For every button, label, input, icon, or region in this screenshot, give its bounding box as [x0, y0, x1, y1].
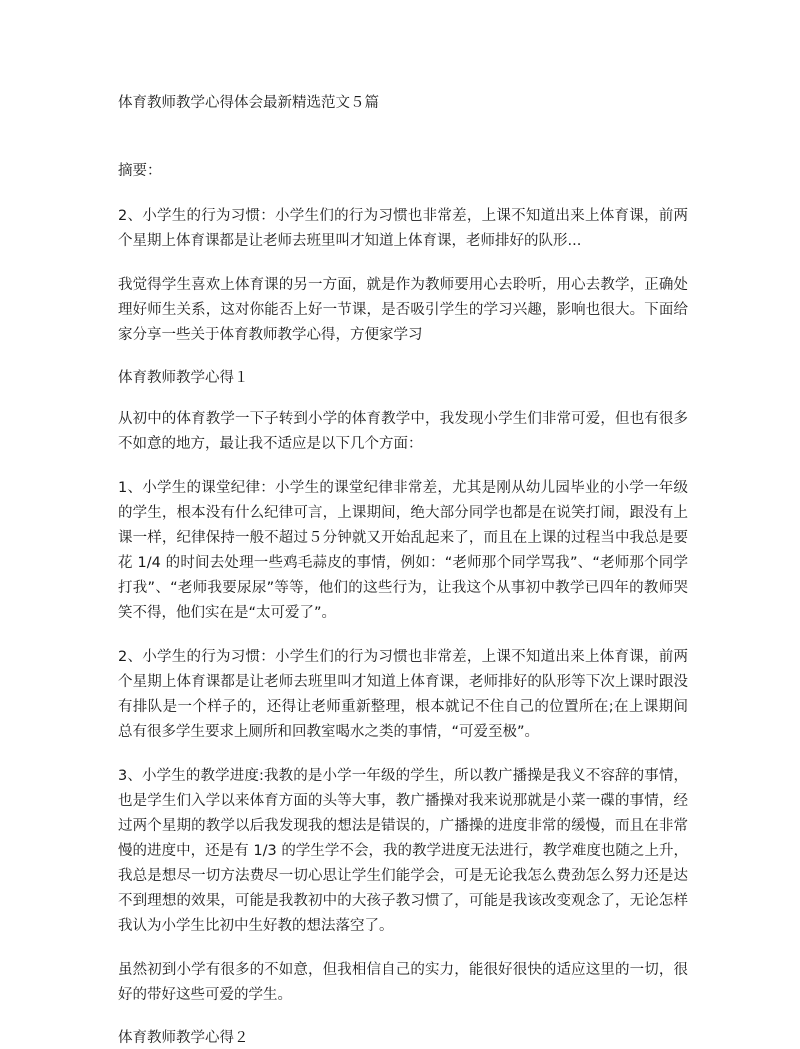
section-1-paragraph-4: 3、小学生的教学进度:我教的是小学一年级的学生，所以教广播操是我义不容辞的事情，也是学生们入学以来体育方面的头等大事，教广播操对我来说那就是小菜一碟的事情，经过两个星期的教学以后我发现我的想法是错误的，广播操的进度非常的缓慢，而且在非常慢的进度中，还是有 1/3 的学生学不会，我的教学进度无法进行，教学难度也随之上升，我总是想尽一切方法费尽一切心思让学生们能学会，可是无论我怎么费劲怎么努力还是达不到理想的效果，可能是我教初中的大孩子教习惯了，可能是我该改变观念了，无论怎样我认为小学生比初中生好教的想法落空了。 — [118, 768, 688, 934]
spacer — [118, 114, 688, 160]
section-1-paragraph-5: 虽然初到小学有很多的不如意，但我相信自己的实力，能很好很快的适应这里的一切，很好的带好这些可爱的学生。 — [118, 962, 688, 1003]
section-2-heading: 体育教师教学心得２ — [118, 1030, 249, 1046]
abstract-paragraph-2: 我觉得学生喜欢上体育课的另一方面，就是作为教师要用心去聆听，用心去教学，正确处理好师生关系，这对你能否上好一节课，是否吸引学生的学习兴趣，影响也很大。下面给家分享一些关于体育教师教学心得，方便家学习 — [118, 277, 688, 343]
section-1-paragraph-2: 1、小学生的课堂纪律：小学生的课堂纪律非常差，尤其是刚从幼儿园毕业的小学一年级的学生，根本没有什么纪律可言，上课期间，绝大部分同学也都是在说笑打闹，跟没有上课一样，纪律保持一般不超过５分钟就又开始乱起来了，而且在上课的过程当中我总是要花 1/4 的时间去处理一些鸡毛蒜皮的事情，例如：“老师那个同学骂我”、“老师那个同学打我”、“老师我要尿尿”等等，他们的这些行为，让我这个从事初中教学已四年的教师哭笑不得，他们实在是“太可爱了”。 — [118, 480, 688, 621]
abstract-label: 摘要： — [118, 163, 162, 179]
section-1-paragraph-1: 从初中的体育教学一下子转到小学的体育教学中，我发现小学生们非常可爱，但也有很多不如意的地方，最让我不适应是以下几个方面： — [118, 411, 688, 452]
abstract-paragraph-1: 2、小学生的行为习惯：小学生们的行为习惯也非常差，上课不知道出来上体育课，前两个星期上体育课都是让老师去班里叫才知道上体育课，老师排好的队形... — [118, 208, 688, 249]
section-1-paragraph-3: 2、小学生的行为习惯：小学生们的行为习惯也非常差，上课不知道出来上体育课，前两个星期上体育课都是让老师去班里叫才知道上体育课，老师排好的队形等下次上课时跟没有排队是一个样子的，还得让老师重新整理，根本就记不住自己的位置所在;在上课期间总有很多学生要求上厕所和回教室喝水之类的事情，“可爱至极”。 — [118, 649, 688, 740]
section-1-heading: 体育教师教学心得１ — [118, 370, 249, 386]
document-title: 体育教师教学心得体会最新精选范文５篇 — [118, 95, 379, 111]
